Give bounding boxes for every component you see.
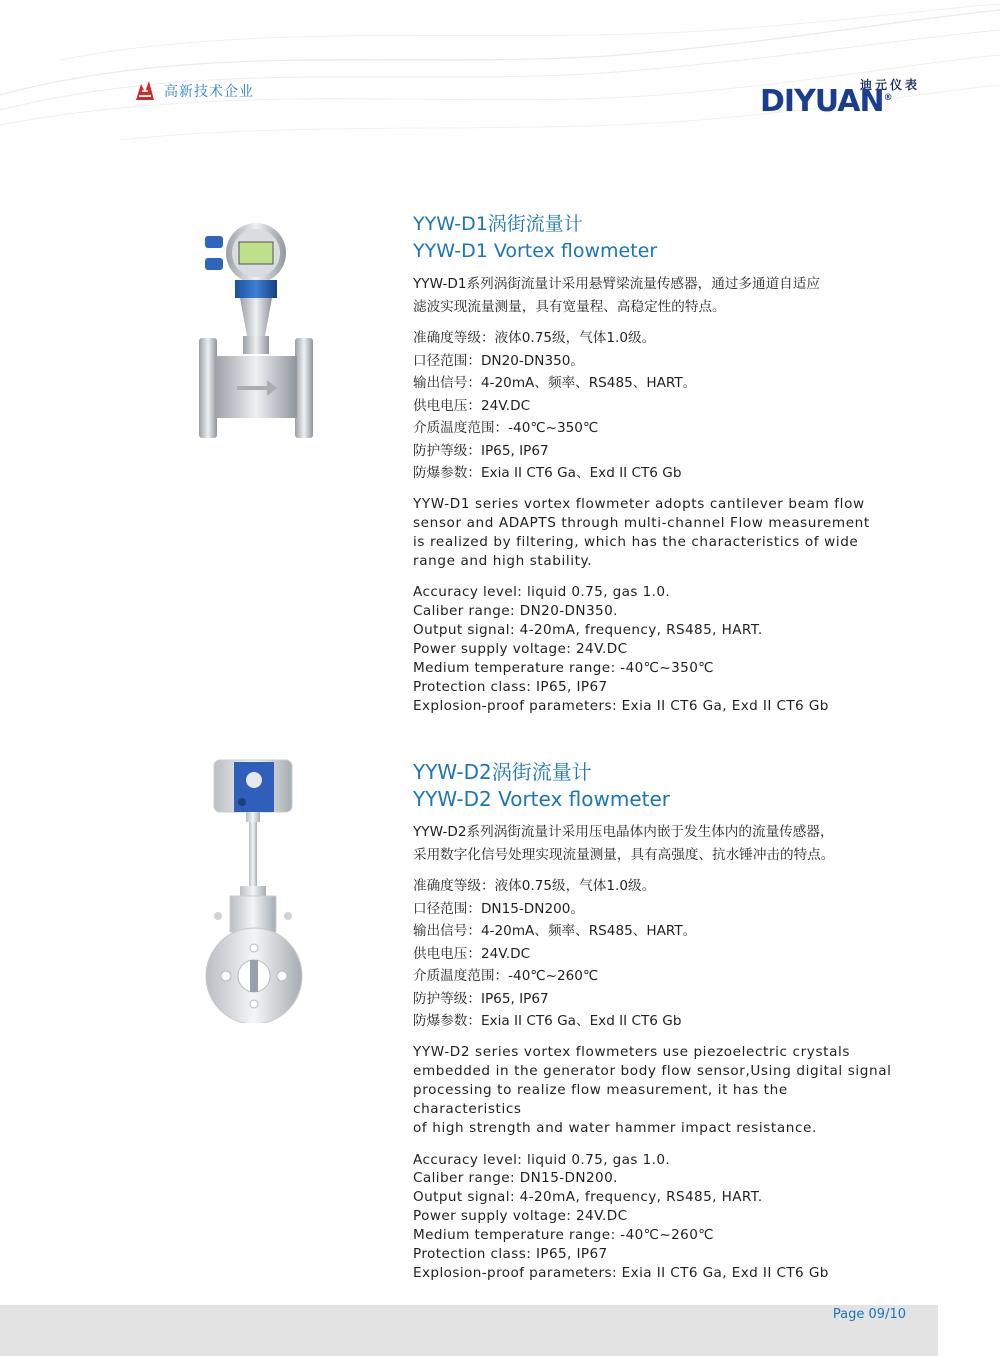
product-title-cn: YYW-D1涡街流量计 — [413, 213, 583, 235]
high-tech-enterprise-badge — [132, 78, 254, 104]
brand-english-name: DIYUAN® — [760, 84, 892, 119]
spec-item: 供电电压：24V.DC — [413, 945, 531, 962]
spec-item: Power supply voltage: 24V.DC — [413, 641, 628, 658]
spec-item: 防爆参数：Exia II CT6 Ga、Exd II CT6 Gb — [413, 1013, 682, 1029]
footer-bar — [0, 1305, 938, 1356]
spec-list-cn — [413, 875, 893, 1033]
spec-item: 输出信号：4-20mA、频率、RS485、HART。 — [413, 923, 697, 939]
product-description-en: YYW-D1 series vortex flowmeter adopts cantilever beam flow sensor and ADAPTS through multi-channel Flow measurement is realized by filtering, which has the characteristics of wide range and high stability. — [413, 495, 870, 570]
product-description-cn: YYW-D2系列涡街流量计采用压电晶体内嵌于发生体内的流量传感器， 采用数字化信号处理实现流量测量，具有高强度、抗水锤冲击的特点。 — [413, 824, 835, 863]
spec-item: Accuracy level: liquid 0.75, gas 1.0. — [413, 584, 671, 601]
spec-item: 口径范围：DN20-DN350。 — [413, 352, 584, 369]
spec-item: 供电电压：24V.DC — [413, 397, 531, 414]
product-description-en: YYW-D2 series vortex flowmeters use piezoelectric crystals embedded in the generator body flow sensor,Using digital signal processing to realize flow measurement, it has the characteristics of high strength and water hammer impact resistance. — [413, 1043, 892, 1137]
product-title-cn: YYW-D2涡街流量计 — [413, 760, 592, 784]
spec-item: 介质温度范围：-40℃~260℃ — [413, 968, 599, 984]
spec-item: 防护等级：IP65, IP67 — [413, 442, 549, 459]
spec-item: Accuracy level: liquid 0.75, gas 1.0. — [413, 1151, 671, 1168]
high-tech-logo-icon — [132, 78, 158, 104]
product-yyw-d1 — [413, 211, 893, 716]
spec-item: 输出信号：4-20mA、频率、RS485、HART。 — [413, 375, 697, 391]
product-title-en: YYW-D2 Vortex flowmeter — [413, 787, 671, 811]
product-yyw-d2 — [413, 759, 893, 1283]
spec-list-en — [413, 583, 893, 715]
spec-item: 防爆参数：Exia II CT6 Ga、Exd II CT6 Gb — [413, 465, 682, 481]
spec-item: Protection class: IP65, IP67 — [413, 1246, 608, 1263]
spec-item: Explosion-proof parameters: Exia II CT6 Ga, Exd II CT6 Gb — [413, 697, 829, 714]
product-title-en: YYW-D1 Vortex flowmeter — [413, 240, 658, 262]
diyuan-brand-logo — [760, 74, 920, 120]
spec-list-en — [413, 1151, 893, 1283]
spec-item: Explosion-proof parameters: Exia II CT6 Ga, Exd II CT6 Gb — [413, 1264, 829, 1281]
vortex-flowmeter-flanged-image — [195, 218, 330, 443]
badge-label: 高新技术企业 — [164, 84, 254, 100]
spec-item: 防护等级：IP65, IP67 — [413, 990, 549, 1007]
footer-margin — [938, 1305, 1000, 1356]
spec-list-cn — [413, 327, 893, 485]
vortex-flowmeter-wafer-image — [202, 758, 317, 1023]
spec-item: Power supply voltage: 24V.DC — [413, 1208, 628, 1225]
spec-item: Caliber range: DN20-DN350. — [413, 603, 618, 620]
page-number: Page 09/10 — [832, 1307, 906, 1322]
spec-item: Output signal: 4-20mA, frequency, RS485, HART. — [413, 622, 763, 639]
spec-item: 口径范围：DN15-DN200。 — [413, 900, 584, 917]
spec-item: 准确度等级：液体0.75级，气体1.0级。 — [413, 878, 656, 894]
product-description-cn: YYW-D1系列涡街流量计采用悬臂梁流量传感器，通过多通道自适应 滤波实现流量测量，具有宽量程、高稳定性的特点。 — [413, 276, 820, 315]
spec-item: Protection class: IP65, IP67 — [413, 678, 608, 695]
spec-item: Medium temperature range: -40℃~260℃ — [413, 1227, 714, 1244]
spec-item: Output signal: 4-20mA, frequency, RS485, HART. — [413, 1189, 763, 1206]
spec-item: 介质温度范围：-40℃~350℃ — [413, 420, 599, 436]
brand-chinese-name: 迪元仪表 — [859, 78, 920, 92]
spec-item: Medium temperature range: -40℃~350℃ — [413, 659, 714, 676]
spec-item: 准确度等级：液体0.75级，气体1.0级。 — [413, 330, 656, 346]
spec-item: Caliber range: DN15-DN200. — [413, 1170, 618, 1187]
